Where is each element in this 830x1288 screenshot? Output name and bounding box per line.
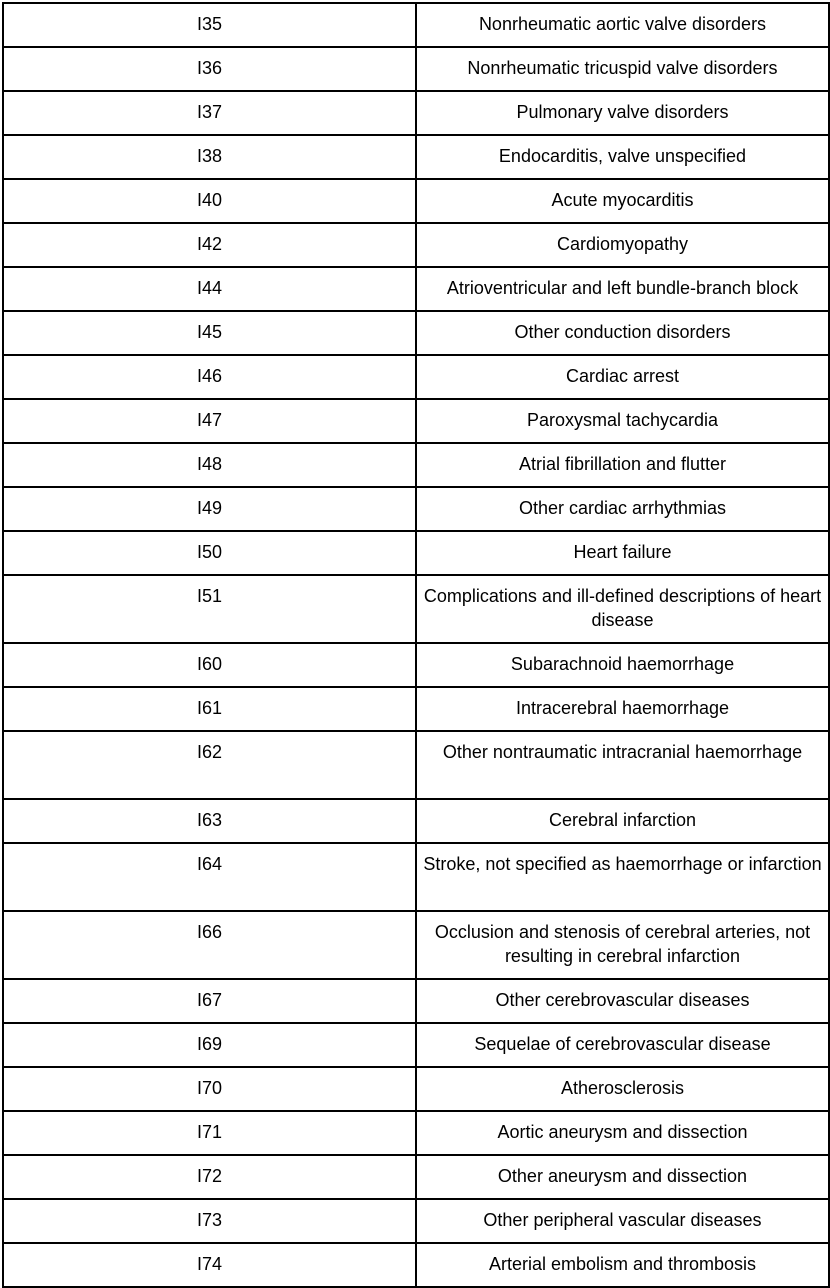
description-cell: Cerebral infarction bbox=[416, 799, 829, 843]
code-cell: I74 bbox=[3, 1243, 416, 1287]
table-row bbox=[3, 799, 829, 843]
description-cell: Occlusion and stenosis of cerebral arteries, not resulting in cerebral infarction bbox=[416, 911, 829, 979]
code-cell: I61 bbox=[3, 687, 416, 731]
code-cell: I70 bbox=[3, 1067, 416, 1111]
code-cell: I69 bbox=[3, 1023, 416, 1067]
table-row bbox=[3, 399, 829, 443]
description-cell: Intracerebral haemorrhage bbox=[416, 687, 829, 731]
code-cell: I51 bbox=[3, 575, 416, 643]
description-cell: Acute myocarditis bbox=[416, 179, 829, 223]
code-cell: I49 bbox=[3, 487, 416, 531]
code-cell: I44 bbox=[3, 267, 416, 311]
table-row bbox=[3, 1243, 829, 1287]
description-cell: Nonrheumatic aortic valve disorders bbox=[416, 3, 829, 47]
description-cell: Sequelae of cerebrovascular disease bbox=[416, 1023, 829, 1067]
description-cell: Aortic aneurysm and dissection bbox=[416, 1111, 829, 1155]
table-row bbox=[3, 575, 829, 643]
table-row bbox=[3, 443, 829, 487]
icd-code-table-body bbox=[3, 3, 829, 1287]
code-cell: I36 bbox=[3, 47, 416, 91]
description-cell: Atrioventricular and left bundle-branch block bbox=[416, 267, 829, 311]
table-row bbox=[3, 911, 829, 979]
code-cell: I66 bbox=[3, 911, 416, 979]
description-cell: Arterial embolism and thrombosis bbox=[416, 1243, 829, 1287]
code-cell: I64 bbox=[3, 843, 416, 911]
code-cell: I40 bbox=[3, 179, 416, 223]
code-cell: I37 bbox=[3, 91, 416, 135]
table-row bbox=[3, 1023, 829, 1067]
description-cell: Paroxysmal tachycardia bbox=[416, 399, 829, 443]
code-cell: I67 bbox=[3, 979, 416, 1023]
table-row bbox=[3, 1111, 829, 1155]
table-row bbox=[3, 47, 829, 91]
table-row bbox=[3, 1199, 829, 1243]
description-cell: Other nontraumatic intracranial haemorrhage bbox=[416, 731, 829, 799]
description-cell: Nonrheumatic tricuspid valve disorders bbox=[416, 47, 829, 91]
table-row bbox=[3, 979, 829, 1023]
code-cell: I42 bbox=[3, 223, 416, 267]
table-row bbox=[3, 1155, 829, 1199]
code-cell: I45 bbox=[3, 311, 416, 355]
code-cell: I62 bbox=[3, 731, 416, 799]
table-row bbox=[3, 179, 829, 223]
table-row bbox=[3, 355, 829, 399]
table-row bbox=[3, 731, 829, 799]
table-row bbox=[3, 223, 829, 267]
description-cell: Pulmonary valve disorders bbox=[416, 91, 829, 135]
description-cell: Other aneurysm and dissection bbox=[416, 1155, 829, 1199]
code-cell: I72 bbox=[3, 1155, 416, 1199]
code-cell: I48 bbox=[3, 443, 416, 487]
table-row bbox=[3, 487, 829, 531]
description-cell: Endocarditis, valve unspecified bbox=[416, 135, 829, 179]
code-cell: I71 bbox=[3, 1111, 416, 1155]
table-row bbox=[3, 687, 829, 731]
description-cell: Subarachnoid haemorrhage bbox=[416, 643, 829, 687]
description-cell: Cardiomyopathy bbox=[416, 223, 829, 267]
description-cell: Stroke, not specified as haemorrhage or infarction bbox=[416, 843, 829, 911]
description-cell: Complications and ill-defined descriptions of heart disease bbox=[416, 575, 829, 643]
table-row bbox=[3, 843, 829, 911]
code-cell: I73 bbox=[3, 1199, 416, 1243]
code-cell: I60 bbox=[3, 643, 416, 687]
table-row bbox=[3, 643, 829, 687]
description-cell: Atherosclerosis bbox=[416, 1067, 829, 1111]
table-row bbox=[3, 267, 829, 311]
description-cell: Other conduction disorders bbox=[416, 311, 829, 355]
description-cell: Other peripheral vascular diseases bbox=[416, 1199, 829, 1243]
icd-code-table bbox=[2, 2, 830, 1288]
description-cell: Atrial fibrillation and flutter bbox=[416, 443, 829, 487]
table-row bbox=[3, 311, 829, 355]
code-cell: I63 bbox=[3, 799, 416, 843]
code-cell: I50 bbox=[3, 531, 416, 575]
table-row bbox=[3, 135, 829, 179]
code-cell: I35 bbox=[3, 3, 416, 47]
table-row bbox=[3, 531, 829, 575]
code-cell: I46 bbox=[3, 355, 416, 399]
code-cell: I47 bbox=[3, 399, 416, 443]
description-cell: Other cerebrovascular diseases bbox=[416, 979, 829, 1023]
code-cell: I38 bbox=[3, 135, 416, 179]
table-row bbox=[3, 3, 829, 47]
description-cell: Cardiac arrest bbox=[416, 355, 829, 399]
description-cell: Heart failure bbox=[416, 531, 829, 575]
table-row bbox=[3, 1067, 829, 1111]
table-row bbox=[3, 91, 829, 135]
description-cell: Other cardiac arrhythmias bbox=[416, 487, 829, 531]
